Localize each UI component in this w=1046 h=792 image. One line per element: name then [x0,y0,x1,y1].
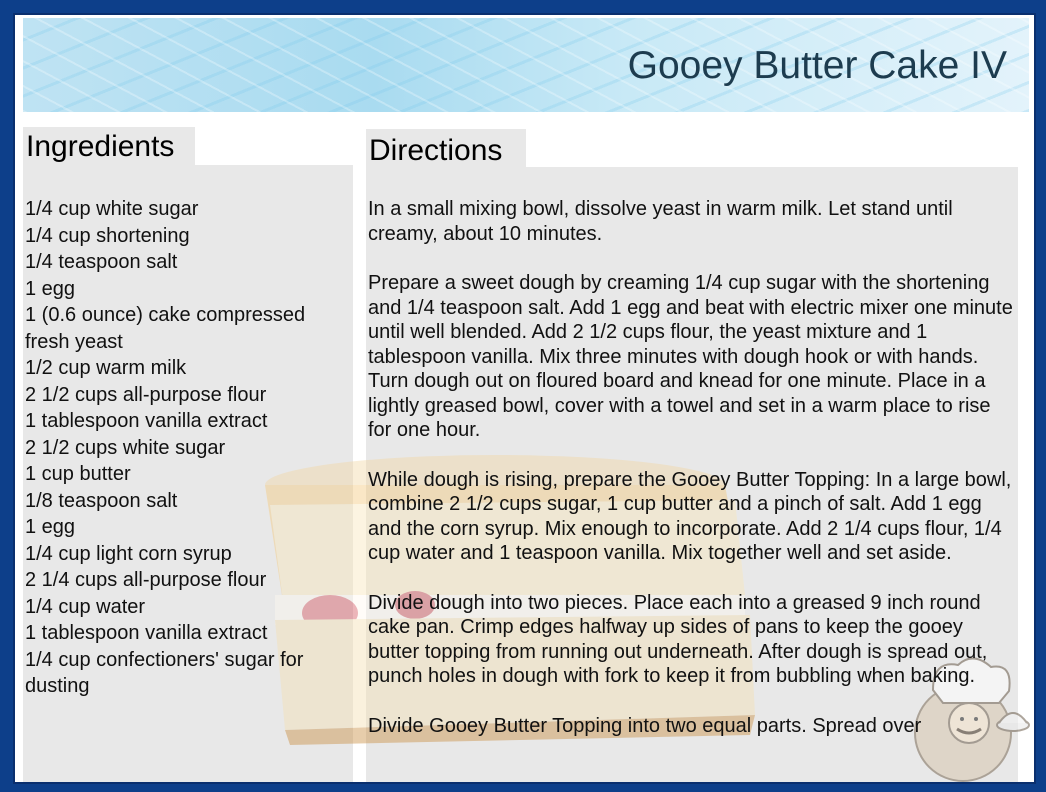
ingredient-item: 1/2 cup warm milk [25,357,187,379]
directions-text [368,197,1018,763]
ingredient-item: 1 egg [25,516,76,538]
ingredient-item: 1 egg [25,277,76,300]
ingredient-item: 1/4 cup white sugar [25,198,199,220]
ingredient-item: 2 1/2 cups white sugar [25,436,226,459]
ingredient-item: 1/4 cup light corn syrup [25,542,232,565]
ingredient-item: 1/4 cup shortening [25,224,190,247]
ingredient-item: 2 1/2 cups all-purpose flour [25,383,267,406]
ingredients-list [25,196,345,700]
ingredient-item: 2 1/4 cups all-purpose flour [25,569,267,591]
direction-step: In a small mixing bowl, dissolve yeast in warm milk. Let stand until creamy, about 10 minutes. [368,198,953,245]
ingredient-item: 1/4 cup confectioners' sugar for dusting [25,648,304,697]
ingredient-item: 1 tablespoon vanilla extract [25,410,268,432]
direction-step: Prepare a sweet dough by creaming 1/4 cup sugar with the shortening and 1/4 teaspoon salt. Add 1 egg and beat with electric mixer one minute until well blended. Add 2 1/2 cups flour, the yeast mixture and 1 tablespoon vanilla. Mix three minutes with dough hook or with hands. Turn dough out on floured board and knead for one minute. Place in a lightly greased bowl, cover with a towel and set in a warm place to rise for one hour. [368,272,1013,441]
directions-heading: Directions [366,129,526,169]
ingredient-item: 1 tablespoon vanilla extract [25,622,268,644]
direction-step: While dough is rising, prepare the Gooey Butter Topping: In a large bowl, combine 2 1/2 cups sugar, 1 cup butter and a pinch of salt. Add 1 egg and the corn syrup. Mix enough to incorporate. Add 2 1/4 cups flour, 1/4 cup water and 1 teaspoon vanilla. Mix together well and set aside. [368,468,1012,564]
ingredient-item: 1/8 teaspoon salt [25,489,178,512]
direction-step: Divide dough into two pieces. Place each into a greased 9 inch round cake pan. Crimp edges halfway up sides of pans to keep the gooey butter topping from running out underneath. After dough is spread out, punch holes in dough with fork to keep it from bubbling when baking. [368,591,988,687]
ingredient-item: 1/4 cup water [25,595,146,618]
title-banner [23,18,1029,112]
ingredient-item: 1/4 teaspoon salt [25,251,178,273]
direction-step: Divide Gooey Butter Topping into two equal parts. Spread over [368,714,922,737]
ingredient-item: 1 (0.6 ounce) cake compressed fresh yeast [25,304,306,353]
ingredients-heading: Ingredients [23,127,195,167]
ingredient-item: 1 cup butter [25,463,131,485]
page-title: Gooey Butter Cake IV [627,44,1007,87]
recipe-card [13,13,1036,784]
